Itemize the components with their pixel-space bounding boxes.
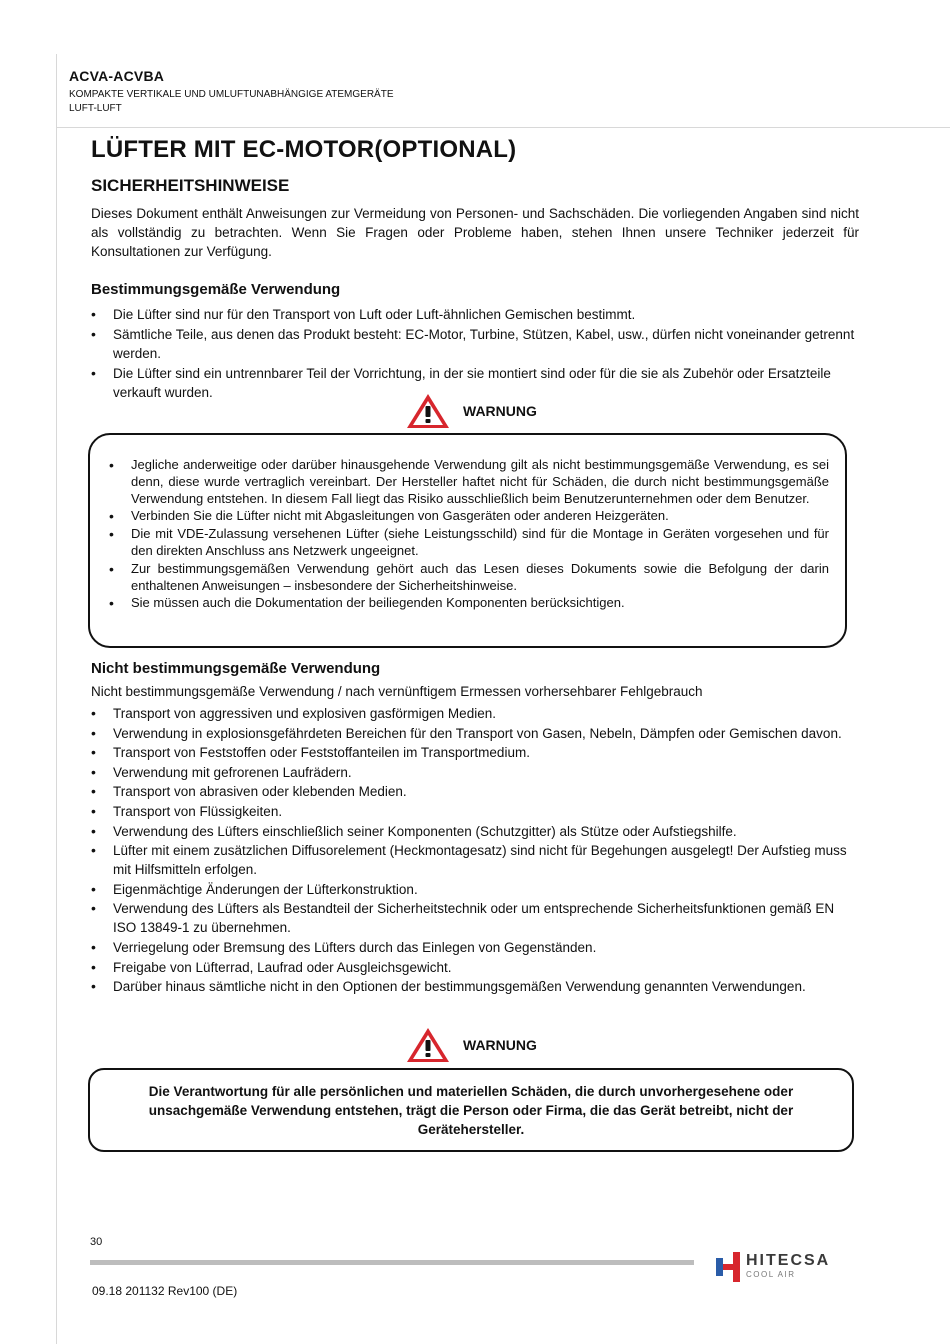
misuse-list <box>91 704 859 997</box>
list-item: • Verwendung des Lüfters einschließlich seiner Komponenten (Schutzgitter) als Stütze oder Aufstiegshilfe. <box>91 822 859 841</box>
hitecsa-logo <box>716 1250 866 1284</box>
page-title: LÜFTER MIT EC-MOTOR(OPTIONAL) <box>91 136 517 163</box>
list-item: • Verbinden Sie die Lüfter nicht mit Abgasleitungen von Gasgeräten oder anderen Heizgeräten. <box>109 508 829 525</box>
main-content <box>91 136 859 261</box>
footer-bar <box>90 1260 694 1265</box>
header-subtitle <box>69 88 394 116</box>
list-item: • Verwendung mit gefrorenen Laufrädern. <box>91 763 859 782</box>
list-item: • Eigenmächtige Änderungen der Lüfterkonstruktion. <box>91 880 859 899</box>
warning-label: WARNUNG <box>463 403 537 419</box>
warning-list <box>109 457 829 613</box>
header-subtitle-line2: LUFT-LUFT <box>69 103 122 114</box>
misuse-intro: Nicht bestimmungsgemäße Verwendung / nach vernünftigem Ermessen vorhersehbarer Fehlgebrauch <box>91 684 703 699</box>
warning-header-2 <box>405 1026 537 1064</box>
logo-word: HITECSA <box>746 1252 831 1269</box>
list-item: • Zur bestimmungsgemäßen Verwendung gehört auch das Lesen dieses Dokuments sowie die Befolgung der darin enthaltenen Anweisungen – insbesondere der Sicherheitshinweise. <box>109 561 829 595</box>
list-item: • Jegliche anderweitige oder darüber hinausgehende Verwendung gilt als nicht bestimmungsgemäße Verwendung, es sei denn, diese wurde vertraglich vereinbart. Der Hersteller haftet nicht für Schäden, die durch nicht bestimmungsgemäße Verwendung entstehen. In diesem Fall liegt das Risiko ausschließlich beim Benutzerunternehmen oder dem Benutzer. <box>109 457 829 507</box>
safety-heading: SICHERHEITSHINWEISE <box>91 176 290 195</box>
left-margin-rule <box>56 54 57 1344</box>
list-item: • Die Lüfter sind ein untrennbarer Teil der Vorrichtung, in der sie montiert sind oder für die sie als Zubehör oder Ersatzteile verkauft wurden. <box>91 364 859 402</box>
warning-box-2 <box>88 1068 854 1152</box>
warning-label: WARNUNG <box>463 1037 537 1053</box>
list-item: • Transport von aggressiven und explosiven gasförmigen Medien. <box>91 704 859 723</box>
list-item: • Lüfter mit einem zusätzlichen Diffusorelement (Heckmontagesatz) sind nicht für Begehungen ausgelegt! Der Aufstieg muss mit Hilfsmitteln erfolgen. <box>91 841 859 879</box>
document-code: 09.18 201132 Rev100 (DE) <box>92 1284 238 1298</box>
list-item: • Die mit VDE-Zulassung versehenen Lüfter (siehe Leistungsschild) sind für die Montage in Geräten vorgesehen und für den direkten Anschluss ans Netzwerk ungeeignet. <box>109 526 829 560</box>
responsibility-notice: Die Verantwortung für alle persönlichen und materiellen Schäden, die durch unvorhergesehene oder unsachgemäße Verwendung entstehen, trägt die Person oder Firma, die das Gerät betreibt, nicht der Gerätehersteller. <box>148 1083 794 1137</box>
list-item: • Sämtliche Teile, aus denen das Produkt besteht: EC-Motor, Turbine, Stützen, Kabel, usw., dürfen nicht voneinander getrennt werden. <box>91 325 859 363</box>
intended-use-list <box>91 305 859 403</box>
list-item: • Transport von abrasiven oder klebenden Medien. <box>91 782 859 801</box>
logo-tagline: COOL AIR <box>746 1270 796 1279</box>
page-number: 30 <box>90 1236 103 1248</box>
warning-triangle-icon <box>405 1026 451 1064</box>
logo-mark-icon <box>716 1252 742 1282</box>
list-item: • Sie müssen auch die Dokumentation der beiliegenden Komponenten berücksichtigen. <box>109 595 829 612</box>
model-title: ACVA-ACVBA <box>69 68 165 84</box>
list-item: • Verwendung in explosionsgefährdeten Bereichen für den Transport von Gasen, Nebeln, Dämpfen oder Gemischen davon. <box>91 724 859 743</box>
list-item: • Darüber hinaus sämtliche nicht in den Optionen der bestimmungsgemäßen Verwendung genannten Verwendungen. <box>91 977 859 996</box>
intended-use-title: Bestimmungsgemäße Verwendung <box>91 281 341 298</box>
warning-triangle-icon <box>405 392 451 430</box>
warning-header-1 <box>405 392 537 430</box>
misuse-title: Nicht bestimmungsgemäße Verwendung <box>91 660 381 677</box>
list-item: • Transport von Flüssigkeiten. <box>91 802 859 821</box>
header-divider <box>56 127 950 128</box>
list-item: • Die Lüfter sind nur für den Transport von Luft oder Luft-ähnlichen Gemischen bestimmt. <box>91 305 859 324</box>
list-item: • Verwendung des Lüfters als Bestandteil der Sicherheitstechnik oder um entsprechende Sicherheitsfunktionen gemäß EN ISO 13849-1 zu übernehmen. <box>91 899 859 937</box>
list-item: • Verriegelung oder Bremsung des Lüfters durch das Einlegen von Gegenständen. <box>91 938 859 957</box>
list-item: • Freigabe von Lüfterrad, Laufrad oder Ausgleichsgewicht. <box>91 958 859 977</box>
header-subtitle-line1: KOMPAKTE VERTIKALE UND UMLUFTUNABHÄNGIGE ATEMGERÄTE <box>69 89 394 100</box>
intro-paragraph: Dieses Dokument enthält Anweisungen zur Vermeidung von Personen- und Sachschäden. Die vorliegenden Angaben sind nicht als vollständig zu betrachten. Wenn Sie Fragen oder Probleme haben, stehen Ihnen unsere Techniker jederzeit für Konsultationen zur Verfügung. <box>91 206 859 259</box>
page-header <box>69 68 394 116</box>
warning-box-1 <box>88 433 847 648</box>
list-item: • Transport von Feststoffen oder Feststoffanteilen im Transportmedium. <box>91 743 859 762</box>
